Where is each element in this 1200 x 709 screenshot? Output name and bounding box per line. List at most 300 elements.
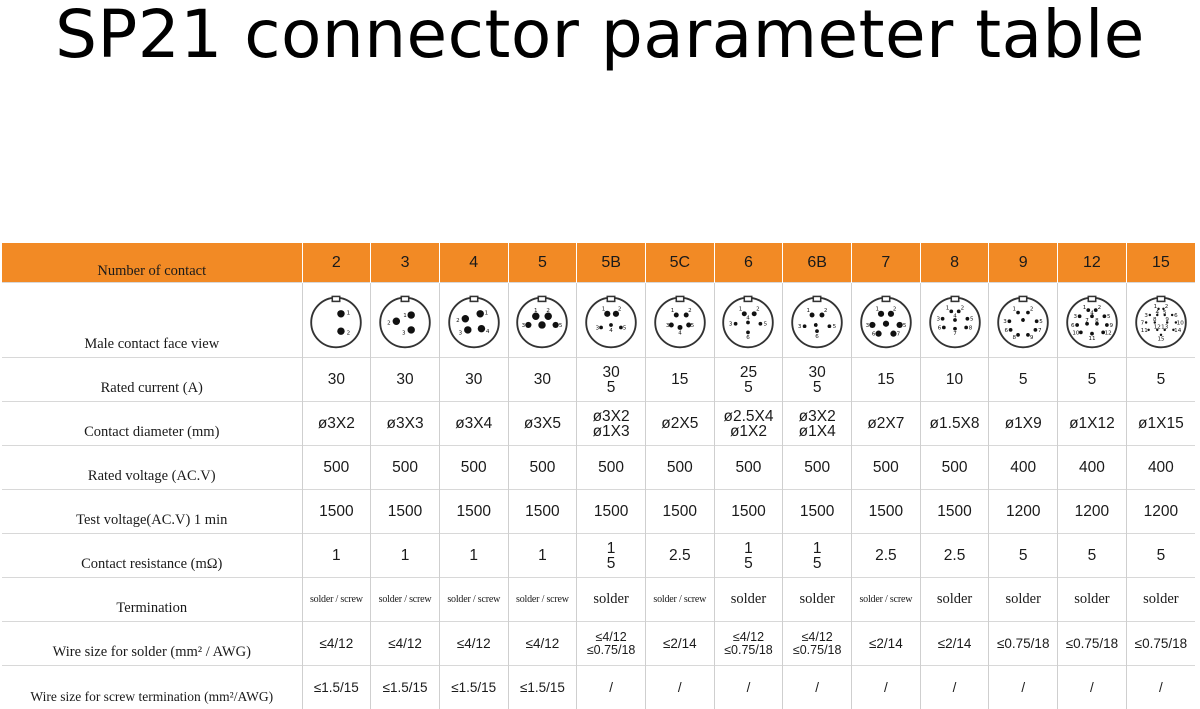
pin-number: 4 (747, 315, 751, 321)
termination-value: solder / screw (440, 594, 508, 605)
wire-size-solder-value: ≤4/12 (715, 631, 783, 644)
pin-number: 7 (896, 332, 900, 338)
pin-number: 2 (824, 308, 828, 314)
contact-resistance-cell (439, 534, 508, 578)
connector-key-notch (1157, 296, 1164, 301)
pin-number: 3 (865, 323, 869, 329)
pin-number: 7 (1038, 328, 1042, 334)
contact-diameter-cell (920, 402, 989, 446)
pin (476, 310, 483, 317)
termination-cell (645, 578, 714, 622)
rated-voltage-value: 400 (1127, 459, 1195, 477)
pin (1171, 314, 1173, 316)
wire-size-screw-row (2, 666, 1195, 709)
connector-key-notch (745, 296, 752, 301)
wire-size-screw-cell (1058, 666, 1127, 709)
wire-size-solder-cell (714, 622, 783, 666)
rated-current-value: 5 (1058, 371, 1126, 389)
pin (869, 322, 875, 328)
rated-voltage-value: 500 (509, 459, 577, 477)
termination-value: solder / screw (509, 594, 577, 605)
contact-diameter-value: ø2X5 (646, 415, 714, 433)
test-voltage-cell (989, 490, 1058, 534)
pin (1035, 319, 1039, 323)
face-view-row (2, 283, 1195, 358)
rated-current-row (2, 358, 1195, 402)
connector-ring (655, 298, 705, 348)
contact-resistance-value: 1 (440, 547, 508, 565)
pin-number: 2 (688, 308, 692, 314)
pin (1090, 332, 1094, 336)
termination-cell (439, 578, 508, 622)
contact-diameter-value: ø1X3 (577, 424, 645, 439)
face-view-cell-4 (439, 283, 508, 358)
pin-number: 7 (953, 331, 957, 337)
pin-number: 10 (1177, 320, 1185, 326)
pin (1102, 314, 1106, 318)
face-view-cell-12 (1058, 283, 1127, 358)
rated-current-cell (989, 358, 1058, 402)
wire-size-solder-value: ≤4/12 (440, 636, 508, 651)
rated-current-cell (714, 358, 783, 402)
pin-number: 2 (387, 320, 391, 326)
contact-count-6: 6 (714, 243, 783, 283)
termination-cell (1126, 578, 1195, 622)
page-title: SP21 connector parameter table (0, 0, 1200, 73)
termination-value: solder (577, 591, 645, 608)
wire-size-screw-value: / (921, 680, 989, 695)
pin-number: 5 (903, 323, 907, 329)
termination-value: solder / screw (646, 594, 714, 605)
contact-diameter-cell (1058, 402, 1127, 446)
wire-size-solder-cell (577, 622, 646, 666)
contact-resistance-value: 1 (371, 547, 439, 565)
pin-number: 5 (623, 325, 627, 331)
termination-value: solder (1058, 591, 1126, 608)
test-voltage-value: 1500 (783, 503, 851, 521)
termination-value: solder (715, 591, 783, 608)
pin (1079, 331, 1083, 335)
rated-current-cell (302, 358, 371, 402)
contact-resistance-value: 5 (989, 547, 1057, 565)
pin-number: 3 (798, 324, 802, 330)
contact-resistance-value: 2.5 (646, 547, 714, 565)
pin (747, 331, 751, 335)
pin-number: 5 (559, 323, 563, 329)
termination-cell (302, 578, 371, 622)
pin-number: 3 (936, 317, 940, 323)
pin-number: 1 (484, 310, 488, 316)
wire-size-solder-value: ≤2/14 (852, 636, 920, 651)
pin-number: 2 (757, 307, 761, 313)
rated-current-value: 30 (440, 371, 508, 389)
pin (1094, 308, 1098, 312)
contact-diameter-value: ø3X2 (577, 409, 645, 424)
contact-resistance-cell (783, 534, 852, 578)
face-view-cell-9 (989, 283, 1058, 358)
connector-key-notch (401, 296, 408, 301)
test-voltage-value: 1200 (1058, 503, 1126, 521)
contact-diameter-value: ø3X3 (371, 415, 439, 433)
pin-number: 3 (666, 323, 670, 329)
contact-count-2: 2 (302, 243, 371, 283)
rated-voltage-cell (302, 446, 371, 490)
rated-current-value: 30 (303, 371, 371, 389)
rated-current-value: 15 (852, 371, 920, 389)
wire-size-screw-cell (852, 666, 921, 709)
pin (1148, 314, 1150, 316)
contact-diameter-value: ø1X12 (1058, 415, 1126, 433)
contact-count-8: 8 (920, 243, 989, 283)
test-voltage-cell (508, 490, 577, 534)
connector-ring (586, 298, 636, 348)
pin-number: 6 (1174, 313, 1178, 319)
wire-size-solder-value: ≤4/12 (303, 636, 371, 651)
wire-size-solder-value: ≤4/12 (577, 631, 645, 644)
wire-size-screw-value: / (1127, 680, 1195, 695)
pin (803, 324, 807, 328)
termination-value: solder / screw (371, 594, 439, 605)
test-voltage-cell (852, 490, 921, 534)
wire-size-screw-value: ≤1.5/15 (440, 680, 508, 695)
test-voltage-row (2, 490, 1195, 534)
pin-number: 4 (486, 329, 490, 335)
test-voltage-cell (1126, 490, 1195, 534)
connector-key-notch (470, 296, 477, 301)
test-voltage-cell (783, 490, 852, 534)
pin-number: 2 (1098, 305, 1102, 311)
wire-size-solder-row (2, 622, 1195, 666)
pin (408, 326, 415, 333)
wire-size-screw-label: Wire size for screw termination (mm²/AWG) (2, 666, 302, 709)
rated-current-value: 30 (783, 365, 851, 380)
rated-current-cell (920, 358, 989, 402)
pin (526, 322, 532, 328)
pin (1145, 321, 1147, 323)
rated-current-value: 30 (577, 365, 645, 380)
contact-resistance-value: 1 (509, 547, 577, 565)
pin-number: 3 (729, 322, 733, 328)
pin-number: 4 (541, 323, 545, 329)
test-voltage-cell (302, 490, 371, 534)
contact-resistance-row (2, 534, 1195, 578)
pin (338, 310, 345, 317)
pin-number: 5 (833, 324, 837, 330)
connector-face-icon (992, 289, 1054, 351)
contact-diameter-cell (989, 402, 1058, 446)
contact-diameter-value: ø1X2 (715, 424, 783, 439)
contact-resistance-cell (920, 534, 989, 578)
connector-key-notch (539, 296, 546, 301)
contact-diameter-cell (783, 402, 852, 446)
contact-resistance-value: 2.5 (852, 547, 920, 565)
rated-voltage-value: 500 (646, 459, 714, 477)
contact-resistance-value: 1 (783, 541, 851, 556)
contact-diameter-cell (577, 402, 646, 446)
rated-voltage-cell (508, 446, 577, 490)
pin-number: 1 (671, 308, 675, 314)
rated-voltage-cell (577, 446, 646, 490)
termination-value: solder (1127, 591, 1195, 608)
test-voltage-value: 1500 (303, 503, 371, 521)
contact-diameter-value: ø3X5 (509, 415, 577, 433)
pin (940, 317, 944, 321)
contact-resistance-cell (577, 534, 646, 578)
termination-cell (371, 578, 440, 622)
pin (464, 326, 471, 333)
rated-voltage-cell (852, 446, 921, 490)
pin (734, 322, 738, 326)
contact-diameter-cell (302, 402, 371, 446)
pin-number: 2 (456, 318, 460, 324)
contact-resistance-cell (714, 534, 783, 578)
connector-face-icon (305, 289, 367, 351)
pin-number: 8 (1013, 335, 1017, 341)
pin (759, 322, 763, 326)
rated-voltage-value: 500 (921, 459, 989, 477)
contact-diameter-value: ø1X15 (1127, 415, 1195, 433)
contact-diameter-value: ø3X2 (783, 409, 851, 424)
test-voltage-value: 1500 (371, 503, 439, 521)
pin-number: 6 (872, 332, 876, 338)
pin (828, 324, 832, 328)
contact-count-4: 4 (439, 243, 508, 283)
wire-size-screw-value: ≤1.5/15 (509, 680, 577, 695)
contact-resistance-value: 2.5 (921, 547, 989, 565)
connector-face-icon (443, 289, 505, 351)
wire-size-screw-cell (645, 666, 714, 709)
face-view-cell-5B (577, 283, 646, 358)
pin-number: 3 (458, 330, 462, 336)
pin-number: 6 (747, 335, 751, 341)
contact-resistance-cell (1058, 534, 1127, 578)
contact-diameter-cell (439, 402, 508, 446)
wire-size-screw-cell (508, 666, 577, 709)
wire-size-screw-cell (1126, 666, 1195, 709)
pin (1160, 334, 1162, 336)
pin-number: 4 (884, 322, 888, 328)
rated-current-cell (439, 358, 508, 402)
rated-voltage-label: Rated voltage (AC.V) (2, 446, 302, 490)
contact-resistance-cell (371, 534, 440, 578)
contact-resistance-value: 5 (715, 556, 783, 571)
connector-key-notch (333, 296, 340, 301)
pin-number: 9 (1109, 323, 1113, 329)
rated-voltage-value: 500 (440, 459, 508, 477)
contact-diameter-cell (508, 402, 577, 446)
connector-face-icon (786, 289, 848, 351)
pin (956, 309, 960, 313)
rated-voltage-value: 500 (715, 459, 783, 477)
pin-number: 1 (347, 310, 351, 316)
wire-size-screw-cell (989, 666, 1058, 709)
rated-current-value: 30 (371, 371, 439, 389)
pin-number: 11 (1088, 336, 1096, 342)
pin-number: 8 (1153, 317, 1157, 323)
pin-number: 10 (1072, 330, 1080, 336)
pin-number: 3 (402, 330, 406, 336)
pin (461, 315, 468, 322)
wire-size-solder-cell (1126, 622, 1195, 666)
termination-value: solder (921, 591, 989, 608)
rated-voltage-cell (989, 446, 1058, 490)
rated-voltage-cell (645, 446, 714, 490)
rated-current-cell (645, 358, 714, 402)
rated-current-value: 5 (989, 371, 1057, 389)
pin-number: 15 (1157, 336, 1165, 342)
contact-count-9: 9 (989, 243, 1058, 283)
wire-size-solder-cell (645, 622, 714, 666)
pin-number: 6 (937, 325, 941, 331)
pin (599, 326, 603, 330)
pin-number: 9 (1165, 317, 1169, 323)
pin-number: 1 (945, 305, 949, 311)
termination-cell (1058, 578, 1127, 622)
contact-resistance-value: 1 (303, 547, 371, 565)
pin-number: 1 (1013, 307, 1017, 313)
contact-resistance-value: 5 (577, 556, 645, 571)
pin-number: 2 (1165, 304, 1169, 310)
termination-label: Termination (2, 578, 302, 622)
pin-number: 1 (1083, 305, 1087, 311)
test-voltage-value: 1200 (1127, 503, 1195, 521)
test-voltage-cell (645, 490, 714, 534)
contact-resistance-cell (508, 534, 577, 578)
connector-key-notch (1020, 296, 1027, 301)
pin-number: 4 (1090, 310, 1094, 316)
connector-key-notch (676, 296, 683, 301)
test-voltage-label: Test voltage(AC.V) 1 min (2, 490, 302, 534)
test-voltage-value: 1200 (989, 503, 1057, 521)
face-view-cell-3 (371, 283, 440, 358)
pin-number: 1 (875, 307, 879, 313)
pin-number: 4 (1155, 310, 1159, 316)
wire-size-solder-cell (1058, 622, 1127, 666)
pin-number: 1 (1154, 304, 1158, 310)
test-voltage-value: 1500 (715, 503, 783, 521)
contact-count-6B: 6B (783, 243, 852, 283)
connector-face-icon (649, 289, 711, 351)
pin (1016, 333, 1020, 337)
rated-current-value: 15 (646, 371, 714, 389)
wire-size-solder-value: ≤0.75/18 (783, 644, 851, 657)
pin (408, 311, 415, 318)
pin-number: 2 (347, 330, 351, 336)
wire-size-screw-value: / (715, 680, 783, 695)
pin-number: 2 (1030, 307, 1034, 313)
pin (890, 331, 896, 337)
pin (815, 329, 819, 333)
pin-number: 14 (1174, 328, 1182, 334)
wire-size-solder-value: ≤0.75/18 (1127, 636, 1195, 651)
wire-size-solder-cell (508, 622, 577, 666)
pin-number: 13 (1161, 325, 1169, 331)
rated-current-cell (1126, 358, 1195, 402)
wire-size-screw-cell (714, 666, 783, 709)
contact-resistance-cell (1126, 534, 1195, 578)
pin (677, 325, 682, 330)
wire-size-solder-value: ≤2/14 (646, 636, 714, 651)
wire-size-screw-value: / (783, 680, 851, 695)
pin (942, 326, 946, 330)
pin-number: 2 (618, 307, 622, 313)
contact-resistance-value: 1 (577, 541, 645, 556)
rated-current-cell (577, 358, 646, 402)
connector-face-icon (855, 289, 917, 351)
face-view-cell-5 (508, 283, 577, 358)
wire-size-screw-value: / (852, 680, 920, 695)
pin-number: 8 (968, 325, 972, 331)
pin-number: 3 (596, 325, 600, 331)
connector-face-icon (924, 289, 986, 351)
pin (1105, 323, 1109, 327)
pin (949, 309, 953, 313)
pin (553, 322, 559, 328)
rated-current-value: 5 (577, 380, 645, 395)
rated-voltage-value: 400 (1058, 459, 1126, 477)
pin-number: 2 (893, 307, 897, 313)
pin (965, 317, 969, 321)
termination-cell (920, 578, 989, 622)
pin (609, 323, 613, 327)
wire-size-solder-value: ≤0.75/18 (577, 644, 645, 657)
pin-number: 2 (547, 308, 551, 314)
pin-number: 4 (953, 314, 957, 320)
face-view-label: Male contact face view (2, 283, 302, 358)
pin (896, 322, 902, 328)
pin-number: 1 (739, 307, 743, 313)
contact-diameter-label: Contact diameter (mm) (2, 402, 302, 446)
wire-size-screw-cell (371, 666, 440, 709)
wire-size-screw-value: / (1058, 680, 1126, 695)
wire-size-screw-cell (920, 666, 989, 709)
pin (875, 331, 881, 337)
connector-key-notch (882, 296, 889, 301)
face-view-cell-15 (1126, 283, 1195, 358)
test-voltage-cell (371, 490, 440, 534)
pin (393, 318, 400, 325)
contact-diameter-value: ø1X4 (783, 424, 851, 439)
rated-voltage-cell (714, 446, 783, 490)
wire-size-solder-label: Wire size for solder (mm² / AWG) (2, 622, 302, 666)
pin (1026, 333, 1030, 337)
termination-cell (989, 578, 1058, 622)
connector-ring (312, 298, 362, 348)
test-voltage-cell (439, 490, 508, 534)
test-voltage-value: 1500 (509, 503, 577, 521)
contact-resistance-value: 1 (715, 541, 783, 556)
rated-current-cell (508, 358, 577, 402)
pin (1026, 311, 1030, 315)
rated-voltage-value: 400 (989, 459, 1057, 477)
wire-size-screw-cell (577, 666, 646, 709)
pin-number: 8 (1095, 318, 1099, 324)
pin-number: 5 (1107, 314, 1111, 320)
rated-voltage-cell (783, 446, 852, 490)
pin-number: 4 (1021, 318, 1025, 324)
wire-size-solder-value: ≤0.75/18 (989, 636, 1057, 651)
connector-key-notch (813, 296, 820, 301)
rated-voltage-cell (1058, 446, 1127, 490)
wire-size-solder-value: ≤0.75/18 (1058, 636, 1126, 651)
contact-diameter-value: ø3X4 (440, 415, 508, 433)
contact-resistance-label: Contact resistance (mΩ) (2, 534, 302, 578)
rated-voltage-value: 500 (371, 459, 439, 477)
pin (1078, 314, 1082, 318)
test-voltage-cell (714, 490, 783, 534)
face-view-cell-2 (302, 283, 371, 358)
contact-count-3: 3 (371, 243, 440, 283)
